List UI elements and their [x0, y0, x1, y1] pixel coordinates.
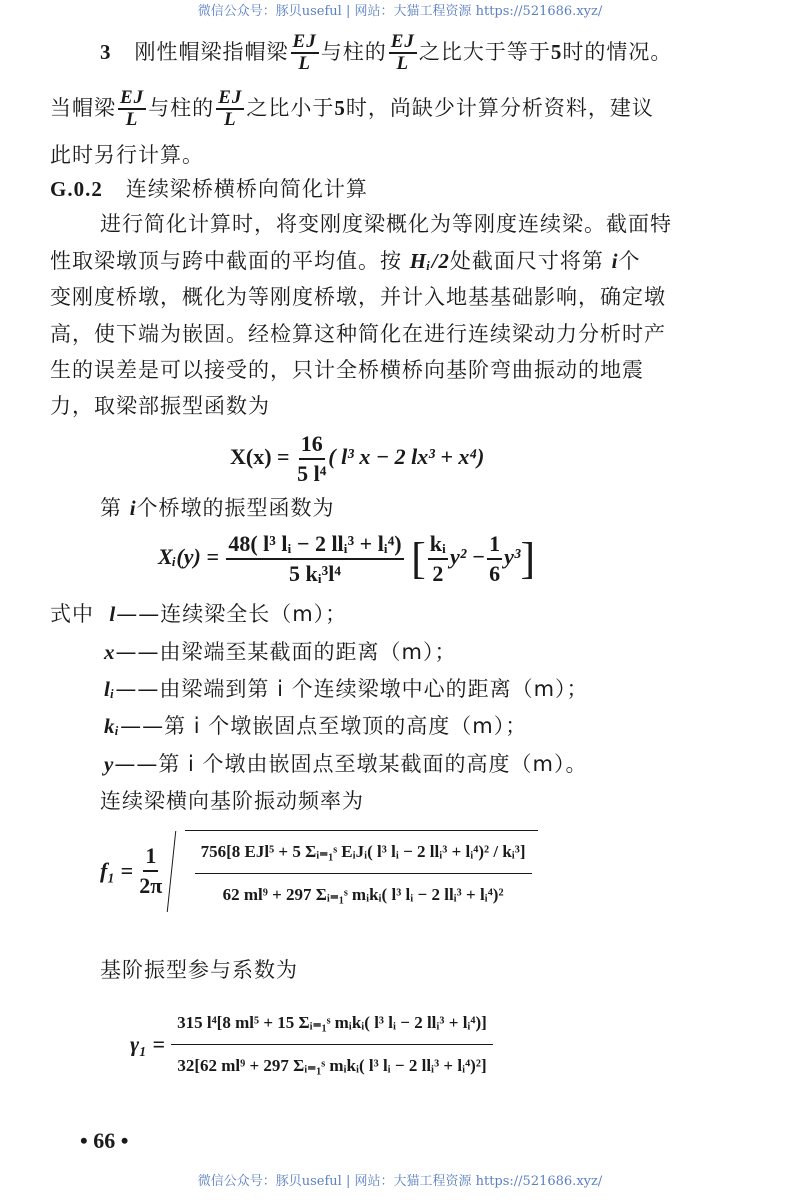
symbol: lᵢ — [104, 677, 116, 701]
fraction — [171, 1006, 493, 1083]
coefficient-intro: 基阶振型参与系数为 — [100, 958, 298, 982]
numerator: EJ — [390, 31, 415, 52]
paragraph-line: 生的误差是可以接受的，只计全桥横桥向基阶弯曲振动的地震 — [50, 358, 644, 382]
fraction — [226, 530, 403, 588]
fraction — [487, 530, 502, 588]
frequency-intro: 连续梁横向基阶振动频率为 — [100, 789, 364, 813]
watermark-top: 微信公众号：豚贝useful | 网站：大猫工程资源 https://521686.xyz/ — [197, 4, 603, 19]
definition — [104, 752, 587, 777]
term: y³ — [504, 544, 521, 570]
text: 与柱的 — [148, 96, 215, 120]
fraction — [139, 842, 162, 900]
numerator: kᵢ — [428, 530, 448, 560]
definition-text: ——第 i 个墩由嵌固点至墩某截面的高度（m）。 — [114, 752, 588, 776]
equation-xi — [158, 530, 535, 588]
definition — [104, 640, 456, 665]
numerator: 48( l³ lᵢ − 2 llᵢ³ + lᵢ⁴) — [226, 530, 403, 560]
fraction — [195, 835, 532, 912]
text: 之比小于 — [246, 96, 335, 120]
numerator: EJ — [218, 87, 243, 108]
fraction-ej-l — [118, 88, 146, 130]
denominator: L — [298, 53, 311, 74]
term: y² − — [449, 544, 486, 570]
symbol: l — [109, 602, 117, 626]
section-title: 连续梁桥横桥向简化计算 — [125, 177, 368, 201]
fraction-ej-l — [389, 32, 417, 74]
denominator: L — [396, 53, 410, 74]
fraction-ej-l — [216, 88, 244, 130]
numerator: EJ — [292, 31, 317, 52]
text: 个桥墩的振型函数为 — [136, 496, 335, 520]
text: 性取梁墩顶与跨中截面的平均值。按 — [50, 249, 410, 273]
pier-intro — [100, 496, 335, 521]
item-number: 3 — [100, 40, 112, 64]
equation-x — [230, 430, 484, 488]
paragraph-line: 高，使下端为嵌固。经检算这种简化在进行连续梁动力分析时产 — [50, 322, 666, 346]
symbol: y — [104, 752, 115, 776]
text: 处截面尺寸将第 — [449, 249, 612, 273]
denominator: L — [125, 109, 139, 130]
text-line-2 — [50, 88, 654, 130]
numerator: 1 — [487, 530, 502, 560]
variable: Hᵢ/2 — [409, 249, 450, 273]
denominator: 2π — [139, 873, 163, 898]
definition-text: ——第 i 个墩嵌固点至墩顶的高度（m）； — [120, 714, 528, 738]
square-root — [185, 830, 538, 912]
definition — [104, 714, 527, 739]
text: 刚性帽梁指帽梁 — [134, 40, 289, 64]
text: 时的情况。 — [562, 40, 673, 64]
variable: i — [611, 249, 619, 273]
text: 之比大于等于 — [418, 40, 551, 64]
section-heading — [50, 177, 368, 202]
numerator: 16 — [299, 430, 325, 460]
text: 与柱的 — [320, 40, 387, 64]
paragraph-line — [50, 249, 640, 274]
denominator: 5 l⁴ — [297, 461, 327, 486]
lhs: f₁ = — [100, 858, 134, 883]
numerator: EJ — [120, 87, 145, 108]
text: 个 — [618, 249, 641, 273]
definition-text: ——连续梁全长（m）； — [116, 602, 348, 626]
definition — [50, 602, 347, 627]
rhs: ( l³ x − 2 lx³ + x⁴) — [328, 444, 485, 470]
fraction — [297, 430, 326, 488]
paragraph-line: 力，取梁部振型函数为 — [50, 394, 270, 418]
right-bracket: ] — [520, 534, 536, 583]
denominator: L — [223, 109, 237, 130]
denominator: 5 kᵢ³l⁴ — [289, 561, 341, 586]
fraction-ej-l — [291, 32, 319, 74]
text-line-3: 此时另行计算。 — [50, 143, 204, 167]
number: 5 — [334, 96, 346, 120]
denominator: 32[62 ml⁹ + 297 Σᵢ₌₁ˢ mᵢkᵢ( l³ lᵢ − 2 llᵢ³ + lᵢ⁴)²] — [177, 1056, 487, 1075]
text-line-1 — [100, 32, 672, 74]
equation-gamma1 — [130, 1006, 495, 1083]
page-number: • 66 • — [80, 1128, 129, 1153]
text: 第 — [100, 496, 130, 520]
symbol: kᵢ — [104, 714, 121, 738]
prefix: 式中 — [50, 602, 94, 626]
definition-text: ——由梁端至某截面的距离（m）； — [115, 640, 457, 664]
fraction — [428, 530, 448, 588]
left-bracket: [ — [411, 534, 426, 583]
watermark-bottom: 微信公众号：豚贝useful | 网站：大猫工程资源 https://521686.xyz/ — [197, 1174, 603, 1189]
denominator: 6 — [489, 561, 501, 586]
denominator: 2 — [432, 561, 444, 586]
symbol: x — [104, 640, 116, 664]
definition-text: ——由梁端到第 i 个连续梁墩中心的距离（m）； — [115, 677, 589, 701]
lhs: Xᵢ(y) = — [158, 544, 219, 570]
paragraph-line: 进行简化计算时，将变刚度梁概化为等刚度连续梁。截面特 — [100, 212, 672, 236]
paragraph-line: 变刚度桥墩，概化为等刚度桥墩，并计入地基基础影响，确定墩 — [50, 285, 666, 309]
number: 5 — [550, 40, 563, 64]
definition — [104, 677, 589, 702]
text: 当帽梁 — [50, 96, 116, 120]
lhs: γ₁ = — [130, 1031, 165, 1057]
variable: i — [129, 496, 137, 520]
numerator: 315 l⁴[8 ml⁵ + 15 Σᵢ₌₁ˢ mᵢkᵢ( l³ lᵢ − 2 llᵢ³ + lᵢ⁴)] — [171, 1006, 493, 1045]
lhs: X(x) = — [230, 444, 290, 470]
text: 时，尚缺少计算分析资料，建议 — [345, 96, 654, 120]
section-number: G.0.2 — [50, 177, 103, 201]
numerator: 1 — [143, 842, 158, 872]
equation-f1 — [100, 830, 538, 912]
numerator: 756[8 EJl⁵ + 5 Σᵢ₌₁ˢ EᵢJᵢ( l³ lᵢ − 2 llᵢ³ + lᵢ⁴)² / kᵢ³] — [195, 835, 532, 874]
denominator: 62 ml⁹ + 297 Σᵢ₌₁ˢ mᵢkᵢ( l³ lᵢ − 2 llᵢ³ + lᵢ⁴)² — [222, 885, 504, 904]
